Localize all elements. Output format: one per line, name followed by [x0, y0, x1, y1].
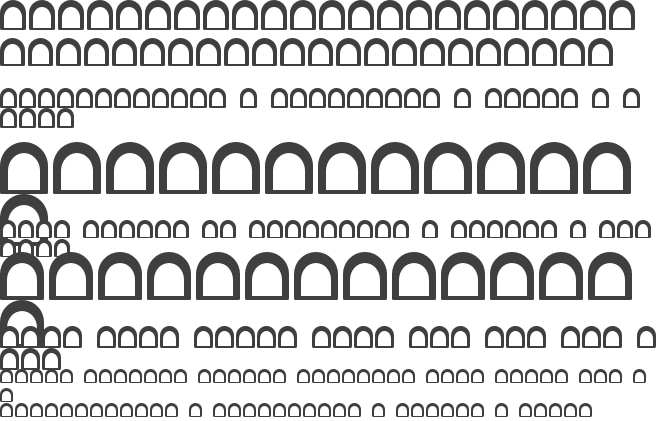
arch-glyph	[471, 403, 484, 417]
arch-glyph	[454, 88, 471, 108]
arch-glyph	[375, 326, 394, 348]
arch-glyph	[45, 369, 58, 383]
glyph-space	[288, 365, 297, 379]
arch-glyph	[198, 369, 211, 383]
arch-glyph	[232, 0, 258, 30]
glyph-row	[0, 364, 660, 378]
arch-glyph	[609, 369, 622, 383]
arch-glyph	[495, 403, 508, 417]
glyph-sequence	[0, 0, 660, 30]
arch-glyph	[160, 326, 179, 348]
arch-glyph	[90, 403, 103, 417]
arch-glyph	[456, 403, 469, 417]
arch-glyph	[245, 252, 289, 300]
arch-glyph	[0, 403, 13, 417]
arch-glyph	[203, 0, 229, 30]
arch-glyph	[527, 326, 546, 348]
arch-glyph	[523, 88, 540, 108]
glyph-space	[570, 365, 579, 379]
arch-glyph	[54, 220, 70, 238]
arch-glyph	[257, 326, 276, 348]
arch-glyph	[308, 38, 333, 66]
glyph-space	[238, 216, 249, 234]
arch-glyph	[30, 403, 43, 417]
arch-glyph	[252, 38, 277, 66]
arch-glyph	[471, 369, 484, 383]
arch-glyph	[0, 88, 17, 108]
arch-glyph	[202, 220, 218, 238]
glyph-space	[624, 365, 633, 379]
arch-glyph	[347, 88, 364, 108]
arch-glyph	[190, 88, 207, 108]
arch-glyph	[441, 252, 485, 300]
arch-glyph	[583, 142, 631, 194]
arch-glyph	[290, 88, 307, 108]
arch-glyph	[456, 369, 469, 383]
arch-glyph	[392, 252, 436, 300]
arch-glyph	[561, 88, 578, 108]
arch-glyph	[377, 0, 403, 30]
arch-glyph	[98, 252, 142, 300]
arch-glyph	[87, 0, 113, 30]
arch-glyph	[76, 88, 93, 108]
arch-glyph	[409, 326, 428, 348]
arch-glyph	[357, 220, 373, 238]
arch-glyph	[261, 0, 287, 30]
arch-glyph	[539, 252, 583, 300]
arch-glyph	[101, 220, 117, 238]
arch-glyph	[530, 142, 578, 194]
arch-glyph	[372, 403, 385, 417]
arch-glyph	[288, 403, 301, 417]
arch-glyph	[236, 326, 255, 348]
glyph-space	[72, 216, 83, 234]
arch-glyph	[174, 369, 187, 383]
arch-glyph	[133, 88, 150, 108]
arch-glyph	[592, 88, 609, 108]
arch-glyph	[21, 326, 40, 348]
arch-glyph	[303, 403, 316, 417]
arch-glyph	[45, 403, 58, 417]
arch-glyph	[504, 38, 529, 66]
arch-glyph	[561, 326, 580, 348]
arch-glyph	[506, 326, 525, 348]
arch-glyph	[285, 220, 301, 238]
arch-glyph	[196, 38, 221, 66]
arch-glyph	[38, 108, 55, 128]
arch-glyph	[105, 403, 118, 417]
arch-glyph	[637, 326, 656, 348]
arch-glyph	[464, 0, 490, 30]
glyph-space	[180, 399, 189, 413]
arch-glyph	[63, 326, 82, 348]
arch-glyph	[174, 0, 200, 30]
arch-glyph	[541, 220, 557, 238]
arch-glyph	[84, 369, 97, 383]
arch-glyph	[212, 142, 260, 194]
arch-glyph	[228, 403, 241, 417]
arch-glyph	[411, 403, 424, 417]
glyph-space	[440, 216, 451, 234]
glyph-space	[580, 84, 592, 104]
arch-glyph	[114, 369, 127, 383]
arch-glyph	[278, 326, 297, 348]
arch-glyph	[106, 142, 154, 194]
arch-glyph	[342, 369, 355, 383]
glyph-space	[84, 322, 97, 344]
glyph-space	[411, 216, 422, 234]
glyph-space	[588, 216, 599, 234]
arch-glyph	[580, 0, 606, 30]
arch-glyph	[209, 88, 226, 108]
arch-glyph	[354, 326, 373, 348]
arch-glyph	[406, 0, 432, 30]
arch-glyph	[38, 88, 55, 108]
arch-glyph	[635, 220, 651, 238]
arch-glyph	[258, 369, 271, 383]
glyph-space	[228, 84, 240, 104]
arch-glyph	[171, 88, 188, 108]
arch-glyph	[430, 326, 449, 348]
glyph-row	[0, 142, 660, 194]
arch-glyph	[333, 326, 352, 348]
arch-glyph	[493, 0, 519, 30]
arch-glyph	[579, 403, 592, 417]
arch-glyph	[0, 326, 19, 348]
arch-glyph	[393, 220, 409, 238]
arch-glyph	[15, 369, 28, 383]
arch-glyph	[588, 252, 632, 300]
glyph-space	[259, 84, 271, 104]
glyph-sequence	[0, 216, 660, 257]
arch-glyph	[504, 88, 521, 108]
arch-glyph	[523, 220, 539, 238]
arch-glyph	[273, 403, 286, 417]
arch-glyph	[194, 326, 213, 348]
arch-glyph	[451, 326, 470, 348]
arch-glyph	[243, 403, 256, 417]
arch-glyph	[159, 142, 207, 194]
arch-glyph	[519, 403, 532, 417]
arch-glyph	[215, 326, 234, 348]
arch-glyph	[30, 369, 43, 383]
glyph-sequence	[0, 322, 660, 370]
arch-glyph	[328, 88, 345, 108]
arch-glyph	[129, 369, 142, 383]
arch-glyph	[15, 403, 28, 417]
glyph-space	[442, 84, 454, 104]
arch-glyph	[522, 0, 548, 30]
arch-glyph	[348, 0, 374, 30]
arch-glyph	[343, 252, 387, 300]
arch-glyph	[372, 369, 385, 383]
arch-glyph	[426, 369, 439, 383]
arch-glyph	[155, 220, 171, 238]
arch-glyph	[426, 403, 439, 417]
glyph-sequence	[0, 364, 660, 402]
arch-glyph	[312, 369, 325, 383]
arch-glyph	[118, 326, 137, 348]
arch-glyph	[196, 252, 240, 300]
arch-glyph	[57, 88, 74, 108]
glyph-row	[0, 252, 660, 300]
glyph-sequence	[0, 84, 660, 128]
glyph-space	[75, 365, 84, 379]
arch-glyph	[75, 403, 88, 417]
arch-glyph	[534, 403, 547, 417]
arch-glyph	[249, 220, 265, 238]
arch-glyph	[579, 369, 592, 383]
glyph-space	[486, 365, 495, 379]
arch-glyph	[327, 369, 340, 383]
arch-glyph	[0, 108, 17, 128]
glyph-space	[181, 322, 194, 344]
arch-glyph	[135, 403, 148, 417]
arch-glyph	[469, 220, 485, 238]
arch-glyph	[476, 38, 501, 66]
arch-glyph	[485, 88, 502, 108]
arch-glyph	[387, 369, 400, 383]
glyph-space	[510, 399, 519, 413]
arch-glyph	[570, 220, 586, 238]
arch-glyph	[532, 38, 557, 66]
arch-glyph	[309, 88, 326, 108]
arch-glyph	[145, 0, 171, 30]
arch-glyph	[348, 403, 361, 417]
arch-glyph	[144, 369, 157, 383]
arch-glyph	[19, 108, 36, 128]
arch-glyph	[617, 220, 633, 238]
arch-glyph	[319, 0, 345, 30]
arch-glyph	[280, 38, 305, 66]
glyph-row	[0, 322, 660, 344]
glyph-row	[0, 84, 660, 104]
arch-glyph	[392, 38, 417, 66]
arch-glyph	[560, 38, 585, 66]
arch-glyph	[97, 326, 116, 348]
arch-glyph	[120, 403, 133, 417]
arch-glyph	[404, 88, 421, 108]
arch-glyph	[139, 326, 158, 348]
arch-glyph	[505, 220, 521, 238]
glyph-row	[0, 0, 660, 30]
arch-glyph	[510, 369, 523, 383]
arch-glyph	[333, 403, 346, 417]
arch-glyph	[114, 88, 131, 108]
arch-glyph	[0, 38, 25, 66]
arch-glyph	[321, 220, 337, 238]
arch-glyph	[213, 403, 226, 417]
arch-glyph	[147, 252, 191, 300]
glyph-space	[417, 365, 426, 379]
arch-glyph	[582, 326, 601, 348]
arch-glyph	[490, 252, 534, 300]
arch-glyph	[366, 88, 383, 108]
glyph-sequence	[0, 38, 660, 66]
arch-glyph	[303, 220, 319, 238]
arch-glyph	[36, 220, 52, 238]
arch-glyph	[312, 326, 331, 348]
arch-glyph	[0, 220, 16, 238]
glyph-space	[559, 216, 570, 234]
arch-glyph	[364, 38, 389, 66]
arch-glyph	[265, 142, 313, 194]
arch-glyph	[542, 88, 559, 108]
arch-glyph	[420, 38, 445, 66]
arch-glyph	[0, 369, 13, 383]
arch-glyph	[258, 403, 271, 417]
arch-glyph	[150, 403, 163, 417]
arch-glyph	[424, 142, 472, 194]
arch-glyph	[0, 0, 26, 30]
arch-glyph	[448, 38, 473, 66]
arch-glyph	[56, 38, 81, 66]
arch-glyph	[173, 220, 189, 238]
glyph-sequence	[0, 398, 660, 417]
arch-glyph	[240, 88, 257, 108]
glyph-space	[191, 216, 202, 234]
arch-glyph	[422, 220, 438, 238]
arch-glyph	[441, 403, 454, 417]
arch-glyph	[588, 38, 613, 66]
arch-glyph	[371, 142, 419, 194]
arch-glyph	[213, 369, 226, 383]
arch-glyph	[495, 369, 508, 383]
arch-glyph	[297, 369, 310, 383]
arch-glyph	[396, 403, 409, 417]
arch-glyph	[540, 369, 553, 383]
arch-glyph	[53, 142, 101, 194]
arch-glyph	[224, 38, 249, 66]
arch-glyph	[29, 0, 55, 30]
arch-glyph	[49, 252, 93, 300]
arch-glyph	[599, 220, 615, 238]
arch-glyph	[0, 252, 44, 300]
glyph-space	[387, 399, 396, 413]
arch-glyph	[555, 369, 568, 383]
arch-glyph	[99, 369, 112, 383]
arch-glyph	[633, 369, 646, 383]
arch-glyph	[165, 403, 178, 417]
arch-glyph	[116, 0, 142, 30]
arch-glyph	[477, 142, 525, 194]
arch-glyph	[168, 38, 193, 66]
arch-glyph	[594, 369, 607, 383]
glyph-row	[0, 38, 660, 66]
arch-glyph	[318, 403, 331, 417]
arch-glyph	[112, 38, 137, 66]
arch-glyph	[294, 252, 338, 300]
arch-glyph	[119, 220, 135, 238]
glyph-space	[486, 399, 495, 413]
arch-glyph	[485, 326, 504, 348]
arch-glyph	[357, 369, 370, 383]
glyph-space	[363, 399, 372, 413]
glyph-row	[0, 398, 660, 412]
glyph-space	[472, 322, 485, 344]
arch-glyph	[83, 220, 99, 238]
arch-glyph	[18, 220, 34, 238]
arch-glyph	[58, 0, 84, 30]
glyph-row	[0, 216, 660, 234]
arch-glyph	[385, 88, 402, 108]
arch-glyph	[84, 38, 109, 66]
arch-glyph	[339, 220, 355, 238]
arch-glyph	[140, 38, 165, 66]
arch-glyph	[402, 369, 415, 383]
glyph-space	[611, 84, 623, 104]
arch-glyph	[318, 142, 366, 194]
arch-glyph	[57, 108, 74, 128]
glyph-space	[548, 322, 561, 344]
arch-glyph	[95, 88, 112, 108]
arch-glyph	[19, 88, 36, 108]
arch-glyph	[375, 220, 391, 238]
arch-glyph	[159, 369, 172, 383]
arch-glyph	[60, 369, 73, 383]
arch-glyph	[525, 369, 538, 383]
arch-glyph	[487, 220, 503, 238]
arch-glyph	[243, 369, 256, 383]
arch-glyph	[609, 0, 635, 30]
glyph-space	[299, 322, 312, 344]
glyph-space	[189, 365, 198, 379]
arch-glyph	[549, 403, 562, 417]
arch-glyph	[336, 38, 361, 66]
arch-glyph	[0, 142, 48, 194]
arch-glyph	[451, 220, 467, 238]
arch-glyph	[623, 88, 640, 108]
arch-glyph	[42, 326, 61, 348]
arch-glyph	[220, 220, 236, 238]
arch-glyph	[60, 403, 73, 417]
arch-glyph	[273, 369, 286, 383]
arch-glyph	[228, 369, 241, 383]
arch-glyph	[267, 220, 283, 238]
arch-glyph	[435, 0, 461, 30]
arch-glyph	[423, 88, 440, 108]
arch-glyph	[441, 369, 454, 383]
arch-glyph	[290, 0, 316, 30]
glyph-space	[396, 322, 409, 344]
arch-glyph	[271, 88, 288, 108]
glyph-space	[473, 84, 485, 104]
arch-glyph	[189, 403, 202, 417]
arch-glyph	[603, 326, 622, 348]
arch-glyph	[152, 88, 169, 108]
arch-glyph	[564, 403, 577, 417]
arch-glyph	[28, 38, 53, 66]
glyph-space	[204, 399, 213, 413]
glyph-space	[624, 322, 637, 344]
arch-glyph	[137, 220, 153, 238]
arch-glyph	[551, 0, 577, 30]
